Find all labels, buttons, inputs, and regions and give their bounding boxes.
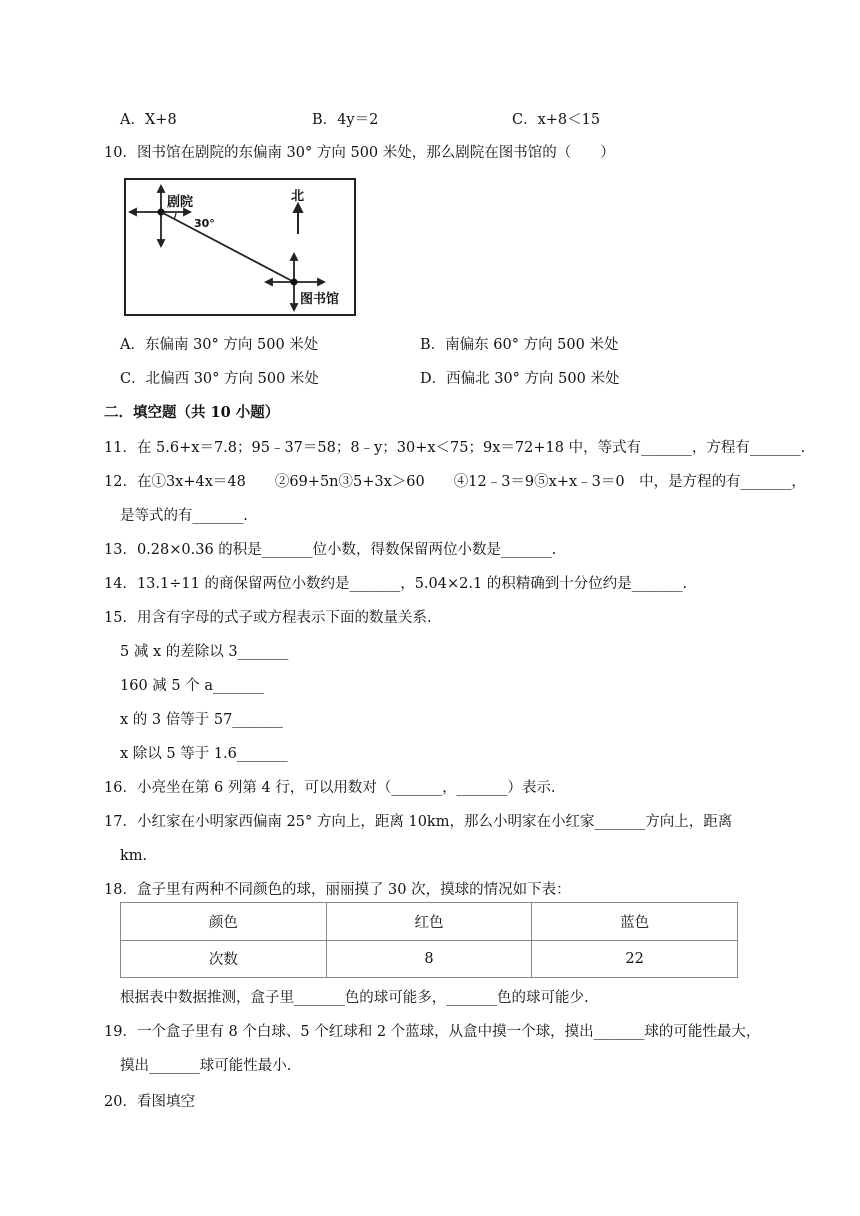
- q15-item: x 除以 5 等于 1.6_______: [120, 746, 288, 762]
- q12-line1: 12．在①3x+4x＝48 ②69+5n③5+3x＞60 ④12﹣3＝9⑤x+x﹣3＝0 中，是方程的有_______，: [104, 474, 806, 490]
- q9-option-b: B．4y＝2: [312, 112, 379, 128]
- table-row: [121, 940, 738, 978]
- q11-text: 11．在 5.6+x＝7.8；95﹣37＝58；8﹣y；30+x＜75；9x＝72+18 中，等式有_______，方程有_______.: [104, 440, 806, 456]
- q10-option-a: A．东偏南 30° 方向 500 米处: [120, 337, 319, 353]
- q15-item: x 的 3 倍等于 57_______: [120, 712, 284, 728]
- table-cell: 22: [532, 940, 738, 978]
- section-heading: 二．填空题（共 10 小题）: [104, 404, 280, 421]
- q15-item: 5 减 x 的差除以 3_______: [120, 644, 289, 660]
- q20-text: 20．看图填空: [104, 1094, 195, 1110]
- q17-line2: km.: [120, 848, 148, 864]
- library-point: [291, 279, 298, 286]
- q15-text: 15．用含有字母的式子或方程表示下面的数量关系.: [104, 610, 432, 626]
- table-cell: 蓝色: [532, 903, 738, 941]
- table-cell: 8: [326, 940, 532, 978]
- north-label: 北: [291, 189, 305, 204]
- q19-line2: 摸出_______球可能性最小.: [120, 1058, 292, 1074]
- table-cell: 次数: [121, 940, 327, 978]
- q9-option-a: A．X+8: [120, 112, 177, 128]
- q13-text: 13．0.28×0.36 的积是_______位小数，得数保留两位小数是_______.: [104, 542, 557, 558]
- q14-text: 14．13.1÷11 的商保留两位小数约是_______，5.04×2.1 的积精确到十分位约是_______.: [104, 576, 688, 592]
- angle-label: 30°: [194, 217, 215, 230]
- library-label: 图书馆: [300, 292, 340, 307]
- q16-text: 16．小亮坐在第 6 列第 4 行，可以用数对（_______，_______）表示.: [104, 780, 556, 796]
- table-header-row: [121, 903, 738, 941]
- q15-item: 160 减 5 个 a_______: [120, 678, 264, 694]
- q18-after: 根据表中数据推测，盒子里_______色的球可能多，_______色的球可能少.: [120, 990, 589, 1006]
- q18-text: 18．盒子里有两种不同颜色的球，丽丽摸了 30 次，摸球的情况如下表：: [104, 882, 571, 898]
- table-cell: 颜色: [121, 903, 327, 941]
- q12-line2: 是等式的有_______.: [120, 508, 248, 524]
- q9-option-c: C．x+8＜15: [512, 112, 601, 128]
- q18-table: [120, 902, 738, 978]
- q10-option-b: B．南偏东 60° 方向 500 米处: [420, 337, 619, 353]
- q19-line1: 19．一个盒子里有 8 个白球、5 个红球和 2 个蓝球，从盒中摸一个球，摸出_______球的可能性最大，: [104, 1024, 761, 1040]
- q10-option-c: C．北偏西 30° 方向 500 米处: [120, 371, 319, 387]
- table-cell: 红色: [326, 903, 532, 941]
- q10-option-d: D．西偏北 30° 方向 500 米处: [420, 371, 620, 387]
- q10-text: 10．图书馆在剧院的东偏南 30° 方向 500 米处，那么剧院在图书馆的（ ）: [104, 145, 615, 161]
- q10-direction-diagram: [124, 178, 358, 318]
- theater-label: 剧院: [167, 195, 194, 210]
- q17-line1: 17．小红家在小明家西偏南 25° 方向上，距离 10km，那么小明家在小红家_______方向上，距离: [104, 814, 733, 830]
